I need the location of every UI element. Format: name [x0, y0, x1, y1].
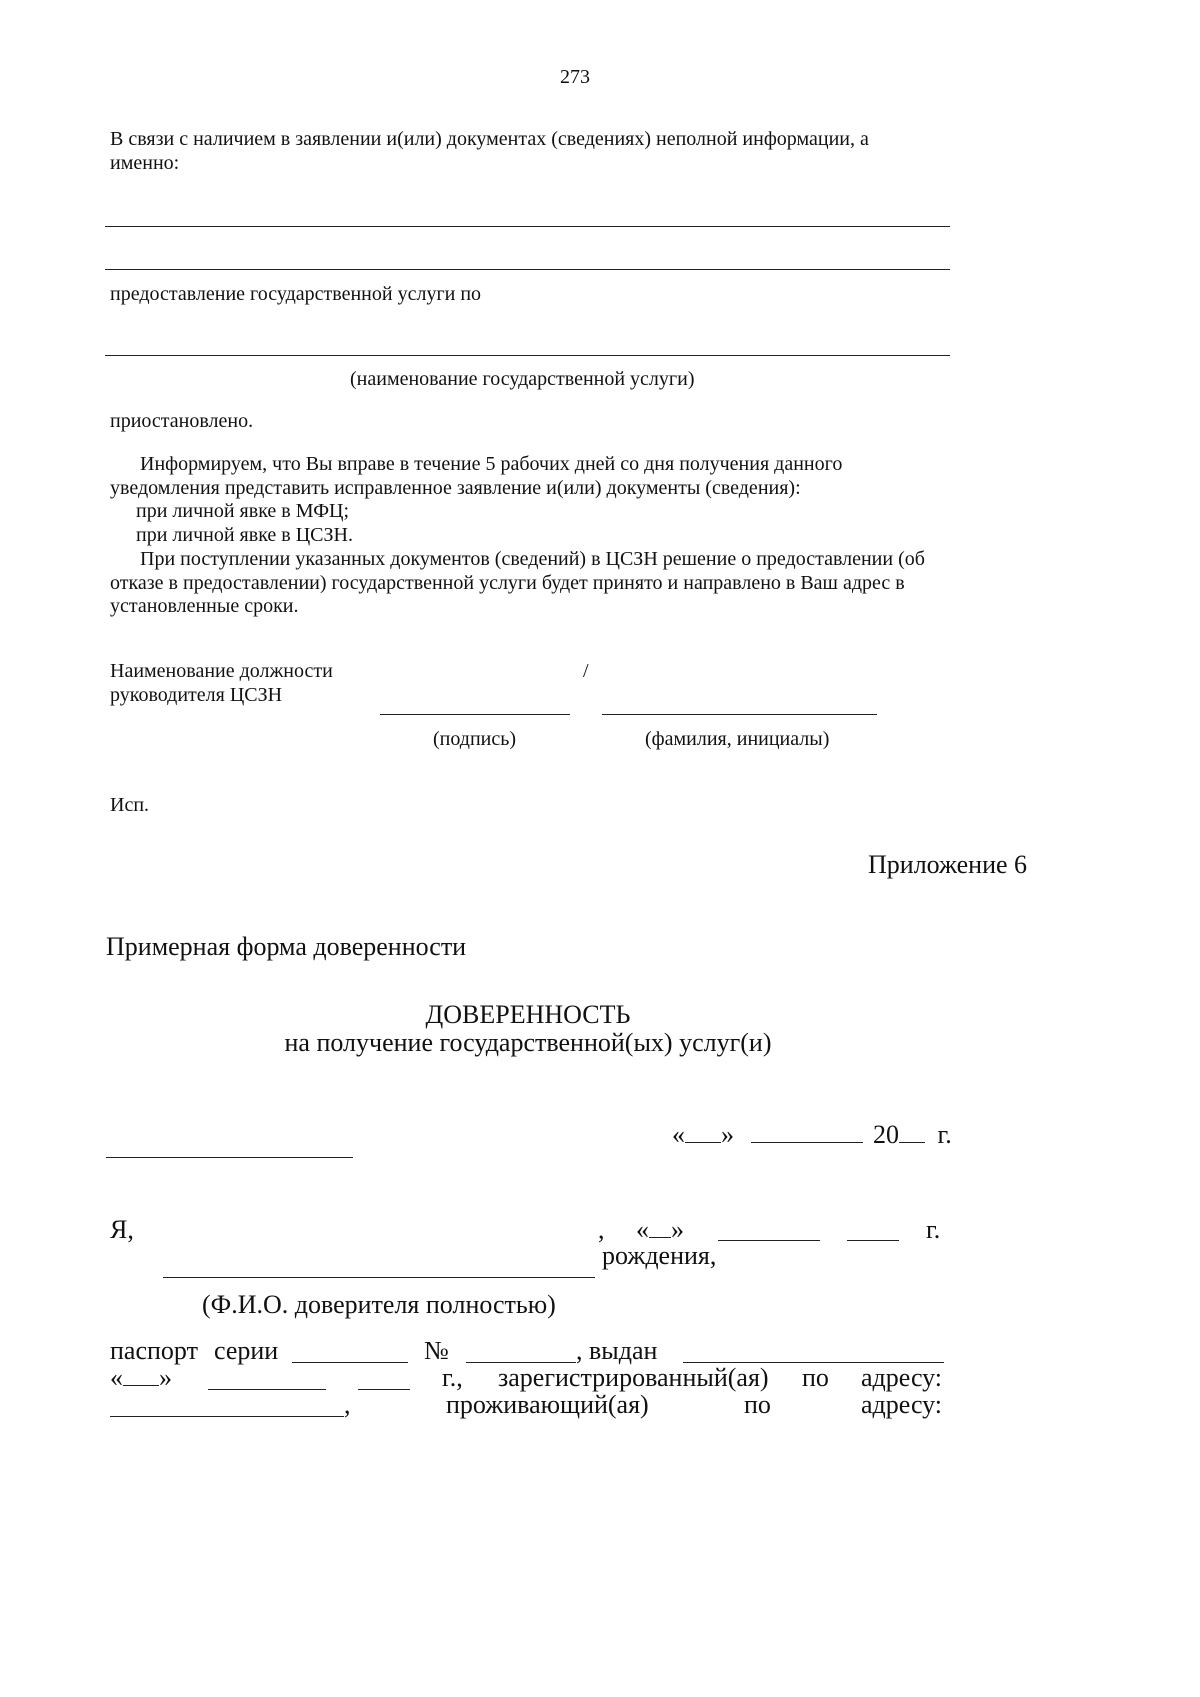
- appendix-label: Приложение 6: [868, 850, 1028, 879]
- birth-close-quote: »: [671, 1215, 684, 1244]
- inform-line-1: Информируем, что Вы вправе в течение 5 рабочих дней со дня получения данного: [140, 453, 843, 475]
- i-word: Я,: [110, 1215, 134, 1244]
- living-address-word: адресу:: [861, 1390, 943, 1419]
- year-blank: [899, 1122, 925, 1143]
- issued-word: , выдан: [576, 1336, 658, 1365]
- signature-caption: (подпись): [433, 728, 517, 750]
- birth-open-quote: «: [636, 1215, 649, 1244]
- doc-subtitle: на получение государственной(ых) услуг(и): [284, 1028, 772, 1057]
- result-line-3: установленные сроки.: [110, 595, 299, 617]
- month-blank: [751, 1122, 863, 1143]
- page-number: 273: [560, 66, 590, 88]
- issue-close-quote: »: [159, 1363, 172, 1392]
- registered-by-word: по: [802, 1363, 829, 1392]
- issue-year-abbr: г.,: [442, 1363, 463, 1392]
- fill-line-2: [105, 269, 950, 270]
- birth-word: рождения,: [602, 1241, 717, 1270]
- name-caption: (фамилия, инициалы): [645, 728, 830, 750]
- living-by-word: по: [744, 1390, 771, 1419]
- day-blank: [685, 1122, 721, 1143]
- name-line: [602, 714, 877, 715]
- passport-word: паспорт: [110, 1336, 198, 1365]
- fill-line-1: [105, 226, 950, 227]
- issue-day-blank: [123, 1365, 159, 1386]
- signature-slash: /: [583, 660, 589, 682]
- birth-day-blank: [649, 1217, 671, 1238]
- service-caption: (наименование государственной услуги): [350, 368, 695, 390]
- result-line-1: При поступлении указанных документов (сведений) в ЦСЗН решение о предоставлении (об: [140, 548, 925, 570]
- issue-open-quote: «: [110, 1363, 123, 1392]
- place-line: [106, 1157, 353, 1158]
- date-open-quote: «: [672, 1120, 685, 1149]
- registered-word: зарегистрированный(ая): [498, 1363, 769, 1392]
- executor-label: Исп.: [110, 794, 150, 816]
- fio-caption: (Ф.И.О. доверителя полностью): [202, 1290, 556, 1319]
- suspended-text: приостановлено.: [110, 410, 254, 432]
- doc-title: ДОВЕРЕННОСТЬ: [425, 1000, 631, 1029]
- birth-year-suffix: г.: [926, 1215, 941, 1244]
- date-close-quote: »: [721, 1120, 734, 1149]
- position-line-2: руководителя ЦСЗН: [110, 684, 283, 706]
- registered-address-word: адресу:: [861, 1363, 943, 1392]
- birth-month-line: [718, 1240, 820, 1241]
- birth-year-line: [847, 1240, 899, 1241]
- signature-line: [380, 714, 570, 715]
- series-line: [292, 1362, 408, 1363]
- position-line-1: Наименование должности: [110, 660, 333, 682]
- series-word: серии: [214, 1336, 279, 1365]
- form-title: Примерная форма доверенности: [106, 932, 467, 961]
- living-word: проживающий(ая): [446, 1390, 649, 1419]
- issue-year-line: [358, 1389, 410, 1390]
- service-name-line: [105, 355, 950, 356]
- living-comma: ,: [344, 1390, 351, 1419]
- issue-day: [110, 1363, 172, 1393]
- result-line-2: отказе в предоставлении) государственной услуги будет принято и направлено в Ваш адрес в: [110, 572, 905, 594]
- year-suffix: г.: [937, 1120, 952, 1149]
- registered-address-line: [110, 1416, 344, 1417]
- date-line: [672, 1120, 952, 1150]
- intro-line-2: именно:: [110, 152, 180, 174]
- inform-line-2: уведомления представить исправленное заявление и(или) документы (сведения):: [110, 477, 801, 499]
- option-mfc: при личной явке в МФЦ;: [136, 500, 350, 522]
- number-sign: №: [424, 1336, 449, 1365]
- service-prefix: предоставление государственной услуги по: [110, 283, 482, 305]
- option-cszn: при личной явке в ЦСЗН.: [136, 524, 353, 546]
- issue-month-line: [208, 1389, 326, 1390]
- year-prefix: 20: [873, 1120, 899, 1149]
- birth-comma: ,: [598, 1215, 605, 1244]
- fio-line: [163, 1277, 595, 1278]
- intro-line-1: В связи с наличием в заявлении и(или) документах (сведениях) неполной информации, а: [110, 128, 869, 150]
